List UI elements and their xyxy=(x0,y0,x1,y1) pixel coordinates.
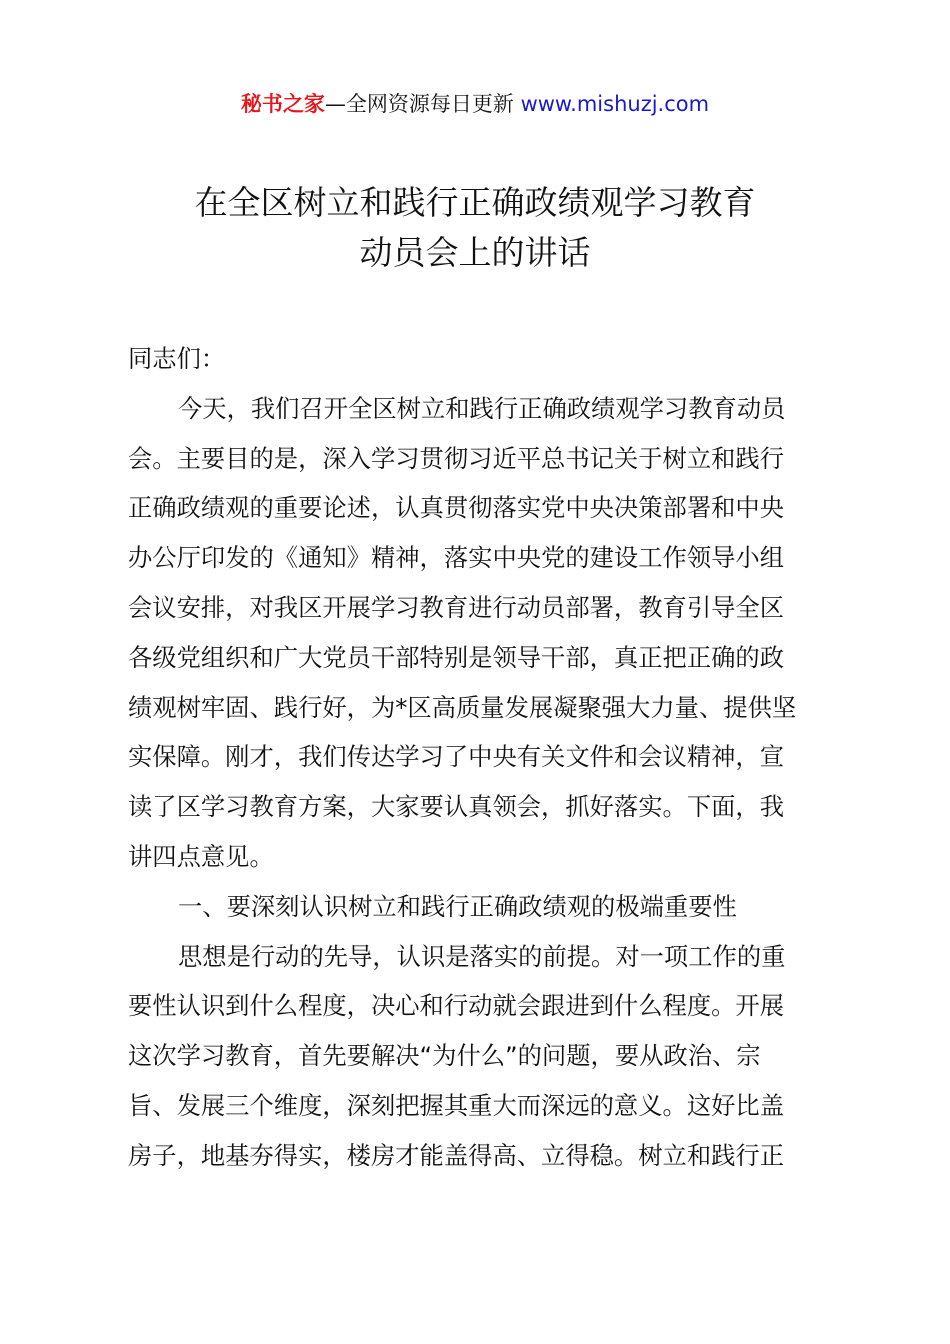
section-heading: 一、要深刻认识树立和践行正确政绩观的极端重要性 xyxy=(178,891,737,921)
paragraph-line: 各级党组织和广大党员干部特别是领导干部，真正把正确的政 xyxy=(128,642,785,672)
salutation: 同志们： xyxy=(128,344,226,373)
paragraph-line: 实保障。刚才，我们传达学习了中央有关文件和会议精神，宣 xyxy=(128,742,785,772)
paragraph-line: 会议安排，对我区开展学习教育进行动员部署，教育引导全区 xyxy=(128,592,785,622)
paragraph-line: 这次学习教育，首先要解决“为什么”的问题，要从政治、宗 xyxy=(128,1041,761,1071)
paragraph-line: 正确政绩观的重要论述，认真贯彻落实党中央决策部署和中央 xyxy=(128,493,785,523)
paragraph-line: 思想是行动的先导，认识是落实的前提。对一项工作的重 xyxy=(178,941,786,971)
site-header xyxy=(0,88,950,120)
paragraph-line: 读了区学习教育方案，大家要认真领会，抓好落实。下面，我 xyxy=(128,792,785,822)
paragraph-line: 旨、发展三个维度，深刻把握其重大而深远的意义。这好比盖 xyxy=(128,1090,785,1120)
brand-name: 秘书之家 xyxy=(240,92,325,116)
paragraph-line: 要性认识到什么程度，决心和行动就会跟进到什么程度。开展 xyxy=(128,991,785,1021)
header-tagline: —全网资源每日更新 xyxy=(324,92,514,116)
paragraph-line: 绩观树牢固、践行好，为*区高质量发展凝聚强大力量、提供坚 xyxy=(128,692,797,722)
paragraph-line: 会。主要目的是，深入学习贯彻习近平总书记关于树立和践行 xyxy=(128,443,785,473)
title-line: 在全区树立和践行正确政绩观学习教育 xyxy=(194,183,756,222)
paragraph-line: 办公厅印发的《通知》精神，落实中央党的建设工作领导小组 xyxy=(128,543,785,573)
paragraph-line: 房子，地基夯得实，楼房才能盖得高、立得稳。树立和践行正 xyxy=(128,1140,785,1170)
title-line: 动员会上的讲话 xyxy=(359,233,591,272)
paragraph-line: 今天，我们召开全区树立和践行正确政绩观学习教育动员 xyxy=(178,393,786,423)
site-url-link[interactable]: www.mishuzj.com xyxy=(520,92,710,116)
document-body xyxy=(128,334,838,1181)
paragraph-line: 讲四点意见。 xyxy=(128,841,274,871)
document-title xyxy=(0,178,950,278)
